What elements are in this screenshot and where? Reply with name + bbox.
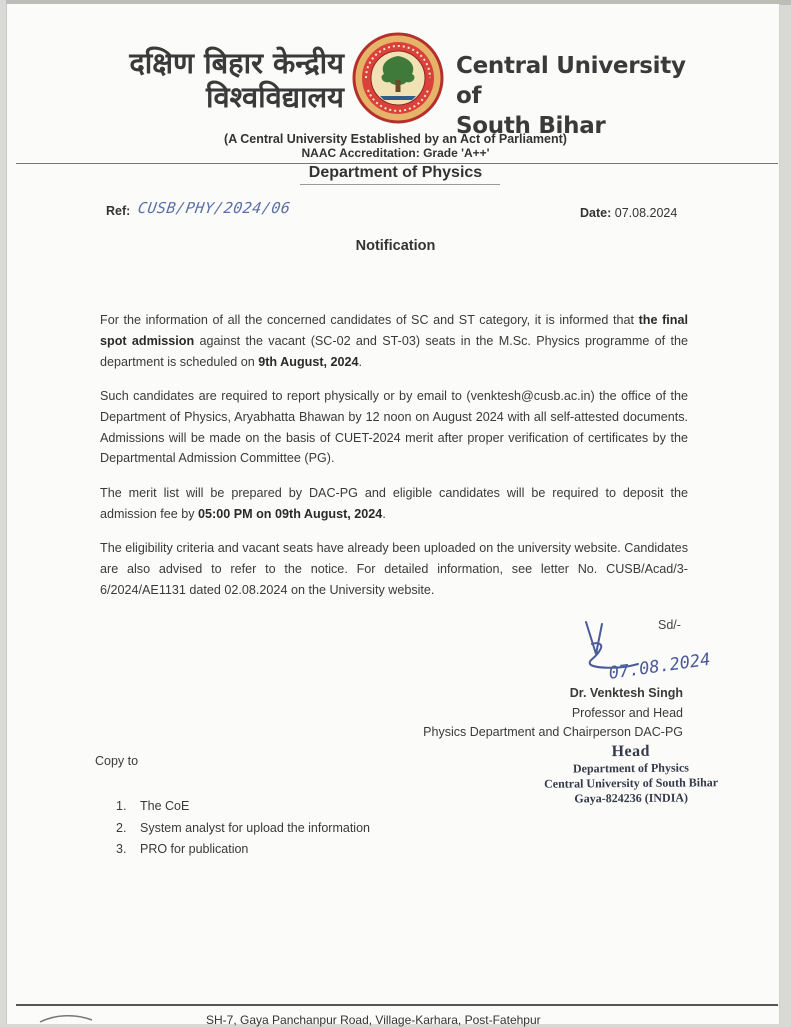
list-item-number: 1. <box>116 799 127 813</box>
signatory-designation-1: Professor and Head <box>571 705 683 720</box>
list-item-text: PRO for publication <box>140 842 249 856</box>
university-name-english <box>456 51 716 141</box>
stamp-line-2: Department of Physics <box>572 760 689 776</box>
signatory-designation-2: Physics Department and Chairperson DAC-PG <box>423 725 683 739</box>
copy-to-label: Copy to <box>95 754 139 768</box>
list-item <box>116 839 370 861</box>
ref-label: Ref: <box>106 204 131 218</box>
stamp-line-4: Gaya-824236 (INDIA) <box>574 790 689 806</box>
p3-text-a: The merit list will be prepared by DAC-PG and eligible candidates will be required to deposit the admission fee by <box>100 486 688 521</box>
p1-bold-date: 9th August, 2024 <box>258 354 359 369</box>
list-item-number: 2. <box>116 820 127 835</box>
department-name: Department of Physics <box>308 164 483 181</box>
english-name-line1: Central University of <box>456 53 686 109</box>
list-item-text: System analyst for upload the information <box>140 820 370 835</box>
university-seal-icon <box>352 32 444 124</box>
list-item <box>116 796 370 818</box>
ref-number-handwritten: CUSB/PHY/2024/06 <box>136 199 292 217</box>
department-underline <box>300 184 500 185</box>
copy-to-list <box>116 796 370 861</box>
footer-address: SH-7, Gaya Panchanpur Road, Village-Karhara, Post-Fatehpur <box>206 1013 541 1027</box>
list-item-text: The CoE <box>140 799 190 813</box>
paragraph-1 <box>100 310 688 372</box>
date-line <box>580 206 677 220</box>
establishment-line: (A Central University Established by an Act of Parliament) <box>224 132 567 146</box>
footer-divider <box>16 1004 778 1006</box>
stamp-line-1: Head <box>611 742 651 761</box>
list-item <box>116 818 370 840</box>
stamp-line-3: Central University of South Bihar <box>544 775 719 791</box>
p3-text-c: . <box>382 506 386 521</box>
paragraph-3 <box>100 483 688 525</box>
handwritten-signature <box>578 614 728 684</box>
date-value: 07.08.2024 <box>614 206 678 220</box>
naac-accreditation: NAAC Accreditation: Grade 'A++' <box>301 146 490 160</box>
p3-bold-deadline: 05:00 PM on 09th August, 2024 <box>198 506 383 521</box>
university-name-hindi <box>104 46 344 114</box>
sd-mark: Sd/- <box>658 618 681 632</box>
hindi-name-line2: विश्वविद्यालय <box>206 80 344 114</box>
p1-text-c: against the vacant (SC-02 and ST-03) seats in the M.Sc. Physics programme of the department is scheduled on <box>100 333 688 369</box>
p1-bold-phrase: the final spot admission <box>100 313 689 348</box>
footer-mark-icon <box>36 1012 136 1024</box>
date-label: Date: <box>580 206 612 220</box>
official-stamp <box>542 742 721 807</box>
notification-title: Notification <box>355 238 436 254</box>
hindi-name-line1: दक्षिण बिहार केन्द्रीय <box>129 46 344 80</box>
p1-text-a: For the information of all the concerned candidates of SC and ST category, it is informed that <box>100 313 639 327</box>
signatory-name: Dr. Venktesh Singh <box>569 686 683 700</box>
svg-text:07.08.2024: 07.08.2024 <box>607 649 712 684</box>
english-name-line2: South Bihar <box>456 113 606 139</box>
p1-text-e: . <box>358 354 363 369</box>
list-item-number: 3. <box>116 842 127 856</box>
paragraph-2: Such candidates are required to report physically or by email to (venktesh@cusb.ac.in) the office of the Department of Physics, Aryabhatta Bhawan by 12 noon on August 2024 with all self-attested documents. Admissions will be made on the basis of CUET-2024 merit after proper verification of certificates by the Departmental Admission Committee (PG). <box>100 389 688 466</box>
paragraph-4: The eligibility criteria and vacant seats have already been uploaded on the university website. Candidates are also advised to refer to the notice. For detailed information, see letter No. CUSB/Acad/3-6/2024/AE1131 dated 02.08.2024 on the University website. <box>100 541 688 597</box>
signatory-block <box>423 684 683 743</box>
